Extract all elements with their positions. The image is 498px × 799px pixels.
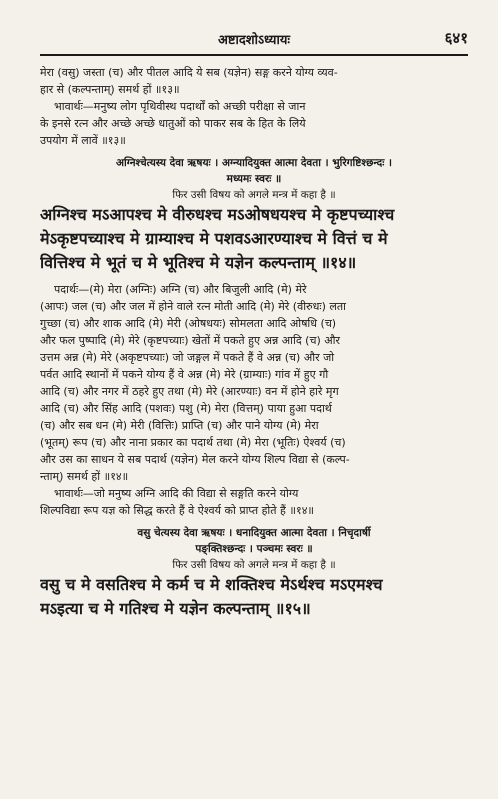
- mantra-meta: वसु चेत्यस्य देवा ऋषयः । धनादियुक्त आत्मा देवता । निचृदार्षी: [137, 527, 371, 539]
- bhavartha-line: उपयोग में लावें ॥१३॥: [40, 134, 126, 147]
- mantra-meta: अग्निश्चेत्यस्य देवा ऋषयः । अग्न्यादियुक्त आत्मा देवता । भुरिगष्टिश्छन्दः ।: [116, 157, 392, 169]
- padartha-line: पदार्थः—(मे) मेरा (अग्निः) अग्नि (च) और बिजुली आदि (मे) मेरे: [54, 283, 307, 296]
- padartha-line: न्ताम्) समर्थ हों ॥१४॥: [40, 470, 129, 483]
- padartha-line: उत्तम अन्न (मे) मेरे (अकृष्टपच्याः) जो जङ्गल में पकते हैं वे अन्न (च) और जो: [40, 351, 335, 364]
- padartha-line: (आपः) जल (च) और जल में होने वाले रत्न मोती आदि (मे) मेरे (वीरुधः) लता: [40, 300, 346, 313]
- page-number: ६४१: [444, 29, 468, 47]
- mantra-line: मेऽकृष्टपच्याश्च मे ग्राम्याश्च मे पशवऽआरण्याश्च मे वित्तं च मे: [40, 229, 388, 248]
- mantra-line: मऽइत्या च मे गतिश्च मे यज्ञेन कल्पन्ताम् ॥१५॥: [40, 599, 311, 618]
- section-intro: फिर उसी विषय को अगले मन्त्र में कहा है ॥: [172, 189, 336, 201]
- mantra-line: वित्तिश्च मे भूतं च मे भूतिश्च मे यज्ञेन कल्पन्ताम् ॥१४॥: [40, 253, 357, 272]
- mantra-line: अग्निश्च मऽआपश्च मे वीरुधश्च मऽओषधयश्च मे कृष्टपच्याश्च: [40, 205, 395, 224]
- padartha-line: गुच्छा (च) और शाक आदि (मे) मेरी (ओषधयः) सोमलता आदि ओषधि (च): [40, 317, 337, 330]
- body-line: मेरा (वसु) जस्ता (च) और पीतल आदि ये सब (यज्ञेन) सङ्ग करने योग्य व्यव-: [40, 66, 338, 79]
- section-intro: फिर उसी विषय को अगले मन्त्र में कहा है ॥: [172, 559, 336, 571]
- padartha-line: और उस का साधन ये सब पदार्थ (यज्ञेन) मेल करने योग्य शिल्प विद्या से (कल्प-: [40, 453, 350, 466]
- chapter-title: अष्टादशोऽध्यायः: [217, 33, 291, 48]
- padartha-line: और फल पुष्पादि (मे) मेरे (कृष्टपच्याः) खेतों में पकते हुए अन्न आदि (च) और: [40, 334, 340, 347]
- mantra-meta: पङ्क्तिश्छन्दः । पञ्चमः स्वरः ॥: [195, 543, 313, 555]
- mantra-line: वसु च मे वसतिश्च मे कर्म च मे शक्तिश्च मेऽर्थश्च मऽएमश्च: [40, 575, 383, 594]
- mantra-meta: मध्यमः स्वरः ॥: [226, 173, 282, 185]
- header-rule: [40, 54, 468, 56]
- bhavartha-line: शिल्पविद्या रूप यज्ञ को सिद्ध करते हैं वे ऐश्वर्य को प्राप्त होते हैं ॥१४॥: [40, 504, 315, 517]
- bhavartha-line: भावार्थः—मनुष्य लोग पृथिवीस्थ पदार्थों को अच्छी परीक्षा से जान: [54, 100, 306, 113]
- padartha-line: पर्वत आदि स्थानों में पकने योग्य हैं वे अन्न (मे) मेरे (ग्राम्याः) गांव में हुए गौ: [40, 368, 329, 381]
- body-line: हार से (कल्पन्ताम्) समर्थ हों ॥१३॥: [40, 83, 180, 96]
- padartha-line: (च) और सब धन (मे) मेरी (वित्तिः) प्राप्ति (च) और पाने योग्य (मे) मेरा: [40, 419, 319, 432]
- padartha-line: आदि (च) और सिंह आदि (पशवः) पशु (मे) मेरा (वित्तम्) पाया हुआ पदार्थ: [40, 402, 332, 415]
- padartha-line: आदि (च) और नगर में ठहरे हुए तथा (मे) मेरे (आरण्याः) वन में होने हारे मृग: [40, 385, 339, 398]
- page-header: [40, 28, 468, 50]
- bhavartha-line: भावार्थः—जो मनुष्य अग्नि आदि की विद्या से सङ्गति करने योग्य: [54, 487, 299, 500]
- bhavartha-line: के इनसे रत्न और अच्छे अच्छे धातुओं को पाकर सब के हित के लिये: [40, 117, 306, 130]
- padartha-line: (भूतम्) रूप (च) और नाना प्रकार का पदार्थ तथा (मे) मेरा (भूतिः) ऐश्वर्य (च): [40, 436, 346, 449]
